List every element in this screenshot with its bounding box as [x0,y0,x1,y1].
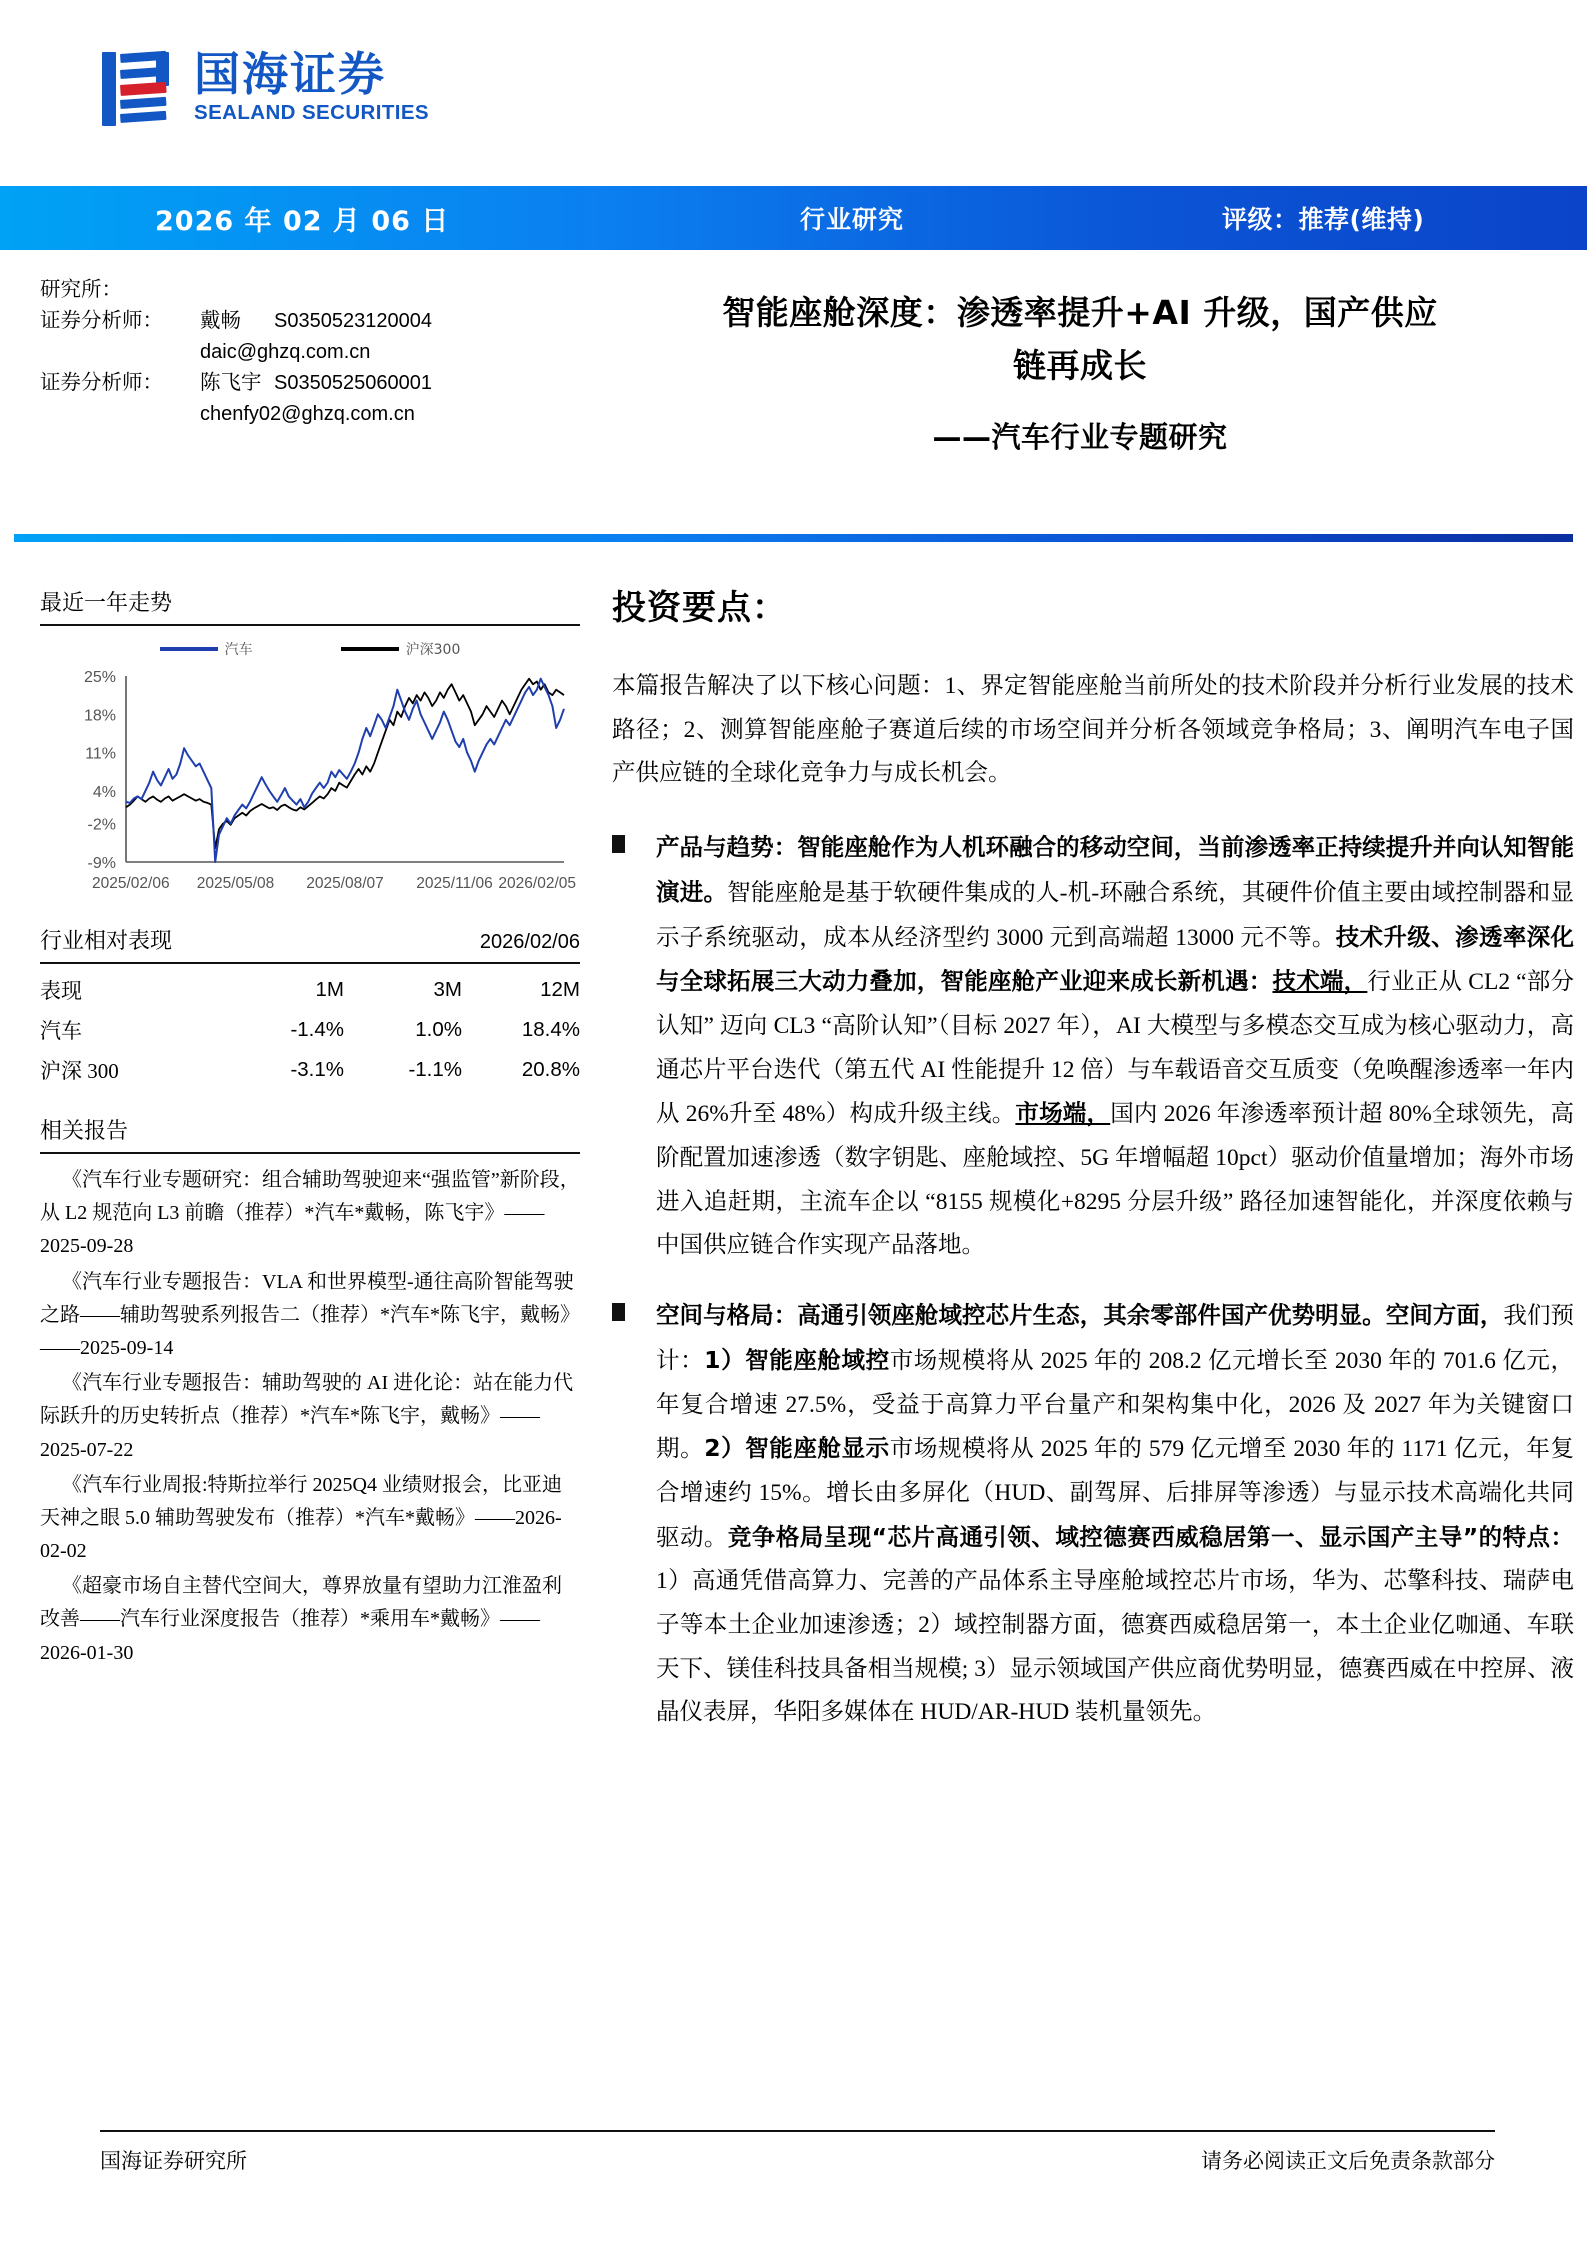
related-report-item[interactable]: 《汽车行业专题研究：组合辅助驾驶迎来“强监管”新阶段，从 L2 规范向 L3 前瞻（推荐）*汽车*戴畅，陈飞宇》——2025-09-28 [40,1169,580,1258]
text-run: 空间与格局：高通引领座舱域控芯片生态，其余零部件国产优势明显。空间方面， [656,1301,1504,1330]
report-title-line2: 链再成长 [1013,346,1147,386]
legend-item-1 [341,639,461,659]
legend-label: 沪深300 [405,642,461,658]
footer-right: 请务必阅读正文后免责条款部分 [1201,2149,1495,2173]
main-content [612,580,1574,1761]
text-run: 1）高通凭借高算力、完善的产品体系主导座舱域控芯片市场，华为、芯擎科技、瑞萨电子等本土企业加速渗透；2）域控制器方面，德赛西威稳居第一，本土企业亿咖通、车联天下、镁佳科技具备相当规模; 3）显示领域国产供应商优势明显，德赛西威在中控屏、液晶仪表屏，华阳多媒体在 HUD/AR-HUD 装机量领先。 [656,1568,1574,1726]
svg-text:-9%: -9% [87,855,116,872]
header-category: 行业研究 [800,205,905,234]
bullet-list [612,826,1574,1735]
report-subtitle: ——汽车行业专题研究 [932,419,1228,454]
reports-rule [40,1152,580,1154]
analyst-email[interactable]: daic@ghzq.com.cn [200,341,371,364]
performance-table [40,970,580,1090]
analyst-name: 陈飞宇 [200,371,262,394]
analyst-label: 证券分析师： [40,371,163,394]
svg-text:2026/02/05: 2026/02/05 [498,875,576,892]
bullet-text [656,826,1574,1268]
cell-3m: 1.0% [415,1018,462,1041]
company-logo [100,48,429,130]
col-header-1m: 1M [315,978,344,1001]
related-report-item[interactable]: 《汽车行业周报:特斯拉举行 2025Q4 业绩财报会，比亚迪天神之眼 5.0 辅助驾驶发布（推荐）*汽车*戴畅》——2026-02-02 [40,1473,562,1563]
cell-1m: -1.4% [290,1018,344,1041]
logo-flag-icon [100,48,180,130]
title-block [600,286,1560,456]
header-bar [0,186,1587,250]
text-run: 行业正从 CL2 “部分认知” 迈向 CL3 “高阶认知”（目标 2027 年），AI 大模型与多模态交互成为核心驱动力，高通芯片平台迭代（第五代 AI 性能提升 12 倍）与车载语音交互质变（免唤醒渗透率一年内从 26%升至 48%）构成升级主线。 [656,969,1575,1128]
institute-row [40,275,580,306]
legend-swatch [341,647,399,650]
perf-section-head [40,924,580,962]
perf-heading: 行业相对表现 [40,928,173,953]
related-reports-list [40,1164,580,1670]
text-run: 技术升级、渗透率深化与全球拓展三大动力叠加，智能座舱产业迎来成长新机遇： [656,922,1575,996]
cell-12m: 20.8% [521,1058,580,1081]
text-run: 市场规模将从 2025 年的 579 亿元增至 2030 年的 1171 亿元，年复合增速约 15%。增长由多屏化（HUD、副驾屏、后排屏等渗透）与显示技术高端化共同驱动。 [656,1436,1574,1551]
footer-divider [100,2130,1495,2132]
page-footer [100,2145,1495,2175]
table-row [40,1010,580,1050]
bullet-item [612,826,1574,1268]
table-row [40,1050,580,1090]
svg-text:25%: 25% [83,669,116,686]
analyst-block [40,275,580,429]
col-header-metric: 表现 [40,979,82,1003]
row-label: 沪深 300 [40,1059,119,1083]
logo-name-en: SEALAND SECURITIES [194,101,430,125]
reports-heading: 相关报告 [40,1118,129,1143]
col-header-3m: 3M [433,978,462,1001]
text-run: 产品与趋势：智能座舱作为人机环融合的移动空间，当前渗透率正持续提升并向认知智能演进。 [656,833,1574,906]
intro-paragraph: 本篇报告解决了以下核心问题：1、界定智能座舱当前所处的技术阶段并分析行业发展的技术路径；2、测算智能座舱子赛道后续的市场空间并分析各领域竞争格局；3、阐明汽车电子国产供应链的全球化竞争力与成长机会。 [612,673,1574,787]
chart-legend [40,636,580,662]
svg-text:11%: 11% [85,745,116,763]
related-report-item[interactable]: 《汽车行业专题报告：VLA 和世界模型-通往高阶智能驾驶之路——辅助驾驶系列报告二（推荐）*汽车*陈飞宇，戴畅》——2025-09-14 [40,1270,580,1359]
header-date: 2026 年 02 月 06 日 [155,205,450,237]
bullet-square-icon [612,826,656,1268]
row-label: 汽车 [40,1019,82,1043]
cell-3m: -1.1% [408,1058,462,1081]
trend-heading: 最近一年走势 [40,590,173,615]
svg-text:2025/02/06: 2025/02/06 [92,875,170,892]
investment-highlights-heading: 投资要点： [612,588,787,628]
svg-text:18%: 18% [83,707,116,725]
col-header-12m: 12M [540,978,580,1001]
analyst-row [40,306,580,337]
cell-12m: 18.4% [521,1018,580,1041]
text-run: 市场规模将从 2025 年的 208.2 亿元增长至 2030 年的 701.6 亿元，年复合增速 27.5%，受益于高算力平台量产和架构集中化，2026 及 2027 年为关键窗口期。 [656,1347,1575,1463]
legend-label: 汽车 [224,642,253,658]
trend-rule [40,624,580,626]
bullet-text [656,1294,1574,1735]
legend-item-0 [160,639,253,659]
trend-section-head [40,586,580,624]
text-run: 2）智能座舱显示 [704,1434,890,1463]
sealand-logo-mark [100,48,180,130]
related-report-item[interactable]: 《超豪市场自主替代空间大，尊界放量有望助力江淮盈利改善——汽车行业深度报告（推荐）*乘用车*戴畅》——2026-01-30 [40,1575,562,1664]
bullet-item [612,1294,1574,1735]
analyst-code: S0350523120004 [274,310,432,333]
institute-label: 研究所： [40,279,122,301]
left-sidebar [40,586,580,1672]
trend-chart [40,636,580,906]
analyst-name: 戴畅 [200,310,241,333]
text-run: 竞争格局呈现“芯片高通引领、域控德赛西威稳居第一、显示国产主导”的特点： [727,1522,1574,1551]
text-run: 1）智能座舱域控 [704,1345,890,1374]
analyst-row [40,368,580,399]
footer-left: 国海证券研究所 [100,2149,247,2173]
svg-text:2025/08/07: 2025/08/07 [306,875,384,892]
analyst-label: 证券分析师： [40,310,163,333]
report-title-line1: 智能座舱深度：渗透率提升+AI 升级，国产供应 [722,293,1438,332]
legend-swatch [160,647,218,650]
text-run: 国内 2026 年渗透率预计超 80%全球领先，高阶配置加速渗透（数字钥匙、座舱域控、5G 年增幅超 10pct）驱动价值量增加；海外市场进入追赶期，主流车企以 “8155 规模化+8295 分层升级” 路径加速智能化，并深度依赖与中国供应链合作实现产品落地。 [656,1101,1575,1259]
perf-rule [40,962,580,964]
text-run: 智能座舱是基于软硬件集成的人-机-环融合系统，其硬件价值主要由域控制器和显示子系统驱动，成本从经济型约 3000 元到高端超 13000 元不等。 [656,879,1574,951]
text-run: 市场端， [1015,1099,1111,1128]
svg-text:2025/11/06: 2025/11/06 [416,875,493,892]
svg-text:4%: 4% [92,783,116,801]
analyst-email[interactable]: chenfy02@ghzq.com.cn [200,402,415,425]
analyst-code: S0350525060001 [274,371,432,394]
chart-plot-area [40,666,580,904]
logo-name-cn: 国海证券 [194,47,386,101]
text-run: 技术端， [1272,967,1368,996]
perf-asof-date: 2026/02/06 [479,931,580,953]
related-report-item[interactable]: 《汽车行业专题报告：辅助驾驶的 AI 进化论：站在能力代际跃升的历史转折点（推荐）*汽车*陈飞宇，戴畅》——2025-07-22 [40,1372,574,1461]
svg-text:-2%: -2% [87,816,116,834]
text-run: 我们预计： [656,1303,1575,1374]
reports-section-head [40,1114,580,1152]
svg-text:2025/05/08: 2025/05/08 [196,875,275,892]
cell-1m: -3.1% [290,1058,344,1081]
header-rating: 评级：推荐(维持) [1222,205,1425,234]
chart-svg [40,666,580,904]
table-header-row [40,970,580,1010]
bullet-square-icon [612,1294,656,1735]
gradient-divider [14,534,1573,542]
